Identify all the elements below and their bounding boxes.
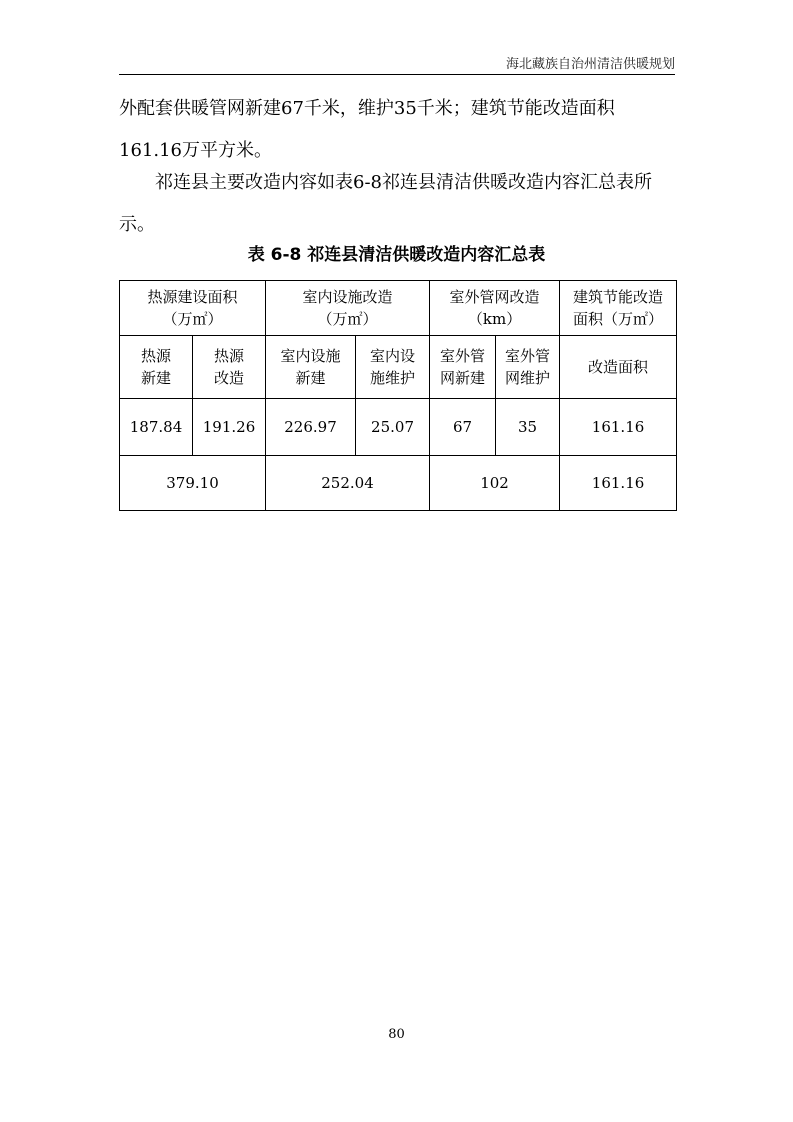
subheader-line: 新建: [140, 369, 171, 387]
subheader-line: 新建: [295, 369, 326, 387]
subheader-line: 施维护: [370, 369, 416, 387]
subheader-cell: [266, 336, 356, 399]
table-caption: 表 6-8 祁连县清洁供暖改造内容汇总表: [247, 245, 546, 265]
header-cell-heat-source: [120, 281, 266, 336]
summary-table: [119, 280, 677, 511]
page-number: 80: [388, 1027, 405, 1042]
header-title: 建筑节能改造: [573, 288, 664, 306]
subheader-cell: [430, 336, 496, 399]
value-cell: 25.07: [356, 399, 430, 456]
total-cell: 161.16: [560, 456, 677, 511]
subheader-cell: [356, 336, 430, 399]
table-totals-row: [120, 456, 677, 511]
header-unit: （万㎡）: [162, 310, 223, 328]
subheader-line: 室外管: [505, 347, 551, 365]
value-cell: 187.84: [120, 399, 193, 456]
header-unit: （万㎡）: [317, 310, 378, 328]
subheader-line: 热源: [214, 347, 245, 365]
header-title: 室外管网改造: [449, 288, 540, 306]
subheader-cell: [560, 336, 677, 399]
subheader-line: 改造: [214, 369, 245, 387]
header-cell-indoor: [266, 281, 430, 336]
subheader-line: 室外管: [440, 347, 486, 365]
table-subheader-row: [120, 336, 677, 399]
total-cell: 252.04: [266, 456, 430, 511]
header-rule: [119, 74, 675, 75]
body-paragraph-2: 祁连县主要改造内容如表6-8祁连县清洁供暖改造内容汇总表所示。: [119, 172, 652, 235]
subheader-cell: [496, 336, 560, 399]
subheader-line: 热源: [140, 347, 171, 365]
body-paragraph-1: 外配套供暖管网新建67千米，维护35千米；建筑节能改造面积161.16万平方米。: [119, 98, 615, 161]
header-title: 室内设施改造: [302, 288, 393, 306]
value-cell: 226.97: [266, 399, 356, 456]
value-cell: 67: [430, 399, 496, 456]
subheader-line: 室内设施: [280, 347, 341, 365]
header-cell-energy-saving: [560, 281, 677, 336]
value-cell: 161.16: [560, 399, 677, 456]
table-values-row: [120, 399, 677, 456]
total-cell: 379.10: [120, 456, 266, 511]
header-unit: （km）: [467, 310, 522, 328]
value-cell: 35: [496, 399, 560, 456]
subheader-line: 室内设: [370, 347, 416, 365]
total-cell: 102: [430, 456, 560, 511]
header-title: 热源建设面积: [147, 288, 238, 306]
subheader-line: 网新建: [440, 369, 486, 387]
value-cell: 191.26: [193, 399, 266, 456]
subheader-line: 网维护: [505, 369, 551, 387]
table-header-row: [120, 281, 677, 336]
subheader-cell: [120, 336, 193, 399]
subheader-line: 改造面积: [588, 358, 649, 376]
running-header-title: 海北藏族自治州清洁供暖规划: [505, 57, 675, 72]
header-cell-outdoor-network: [430, 281, 560, 336]
header-unit: 面积（万㎡）: [573, 310, 664, 328]
subheader-cell: [193, 336, 266, 399]
